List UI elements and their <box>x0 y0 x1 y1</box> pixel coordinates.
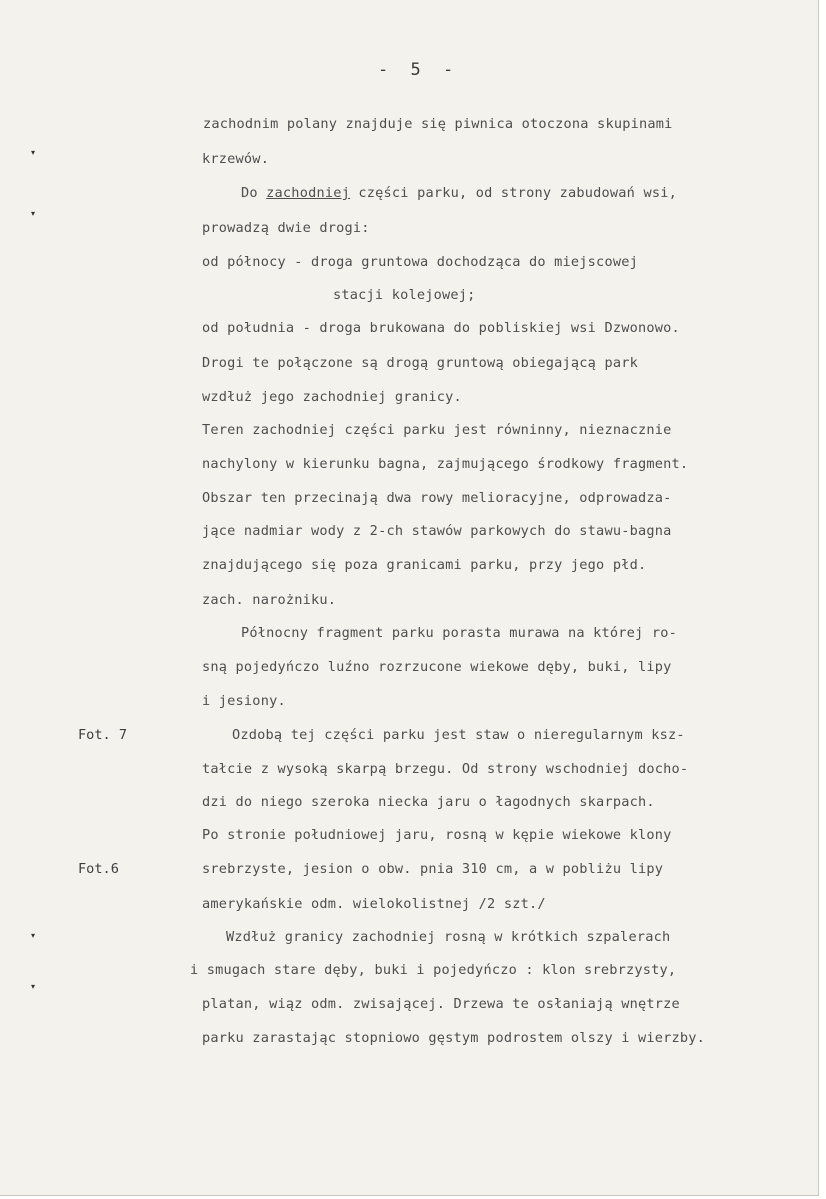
text-line <box>241 185 677 201</box>
text-line: Wzdłuż granicy zachodniej rosną w krótkich szpalerach <box>226 929 671 945</box>
text-line: Drogi te połączone są drogą gruntową obiegającą park <box>202 355 638 371</box>
margin-note-photo-reference: Fot.6 <box>78 861 119 877</box>
text-line: zachodnim polany znajduje się piwnica otoczona skupinami <box>203 116 673 132</box>
text-line: Północny fragment parku porasta murawa na której ro- <box>241 625 677 641</box>
punch-mark: ▾ <box>31 982 36 991</box>
text-line: amerykańskie odm. wielokolistnej /2 szt./ <box>202 896 546 912</box>
text-line: platan, wiąz odm. zwisającej. Drzewa te osłaniają wnętrze <box>202 996 680 1012</box>
punch-mark: ▾ <box>31 931 36 940</box>
text-line: od południa - droga brukowana do pobliskiej wsi Dzwonowo. <box>202 320 680 336</box>
text-line: wzdłuż jego zachodniej granicy. <box>202 389 462 405</box>
text-line: srebrzyste, jesion o obw. pnia 310 cm, a w pobliżu lipy <box>202 861 664 877</box>
text-line: nachylony w kierunku bagna, zajmującego środkowy fragment. <box>202 456 689 472</box>
text-line: znajdującego się poza granicami parku, przy jego płd. <box>202 557 647 573</box>
text-line: stacji kolejowej; <box>333 287 476 303</box>
text-segment: części parku, od strony zabudowań wsi, <box>350 185 677 201</box>
page-number: - 5 - <box>378 60 460 80</box>
text-line: Obszar ten przecinają dwa rowy melioracyjne, odprowadza- <box>202 490 672 506</box>
text-segment: Do <box>241 185 267 201</box>
text-line: Teren zachodniej części parku jest równinny, nieznacznie <box>202 422 672 438</box>
text-line: dzi do niego szeroka niecka jaru o łagodnych skarpach. <box>202 794 655 810</box>
text-line: krzewów. <box>202 151 270 167</box>
underlined-word: zachodniej <box>266 185 350 201</box>
text-line: i jesiony. <box>202 693 286 709</box>
text-line: Po stronie południowej jaru, rosną w kępie wiekowe klony <box>202 827 672 843</box>
text-line: zach. narożniku. <box>202 592 337 608</box>
text-line: od północy - droga gruntowa dochodząca do miejscowej <box>202 254 638 270</box>
margin-note-photo-reference: Fot. 7 <box>78 727 128 743</box>
punch-mark: ▾ <box>31 209 36 218</box>
text-line: parku zarastając stopniowo gęstym podrostem olszy i wierzby. <box>202 1030 706 1046</box>
text-line: jące nadmiar wody z 2-ch stawów parkowych do stawu-bagna <box>202 523 672 539</box>
text-line: i smugach stare dęby, buki i pojedyńczo : klon srebrzysty, <box>190 962 677 978</box>
text-line: Ozdobą tej części parku jest staw o nieregularnym ksz- <box>232 727 685 743</box>
text-line: prowadzą dwie drogi: <box>202 220 370 236</box>
text-line: sną pojedyńczo luźno rozrzucone wiekowe dęby, buki, lipy <box>202 659 672 675</box>
punch-mark: ▾ <box>31 148 36 157</box>
text-line: tałcie z wysoką skarpą brzegu. Od strony wschodniej docho- <box>202 761 689 777</box>
